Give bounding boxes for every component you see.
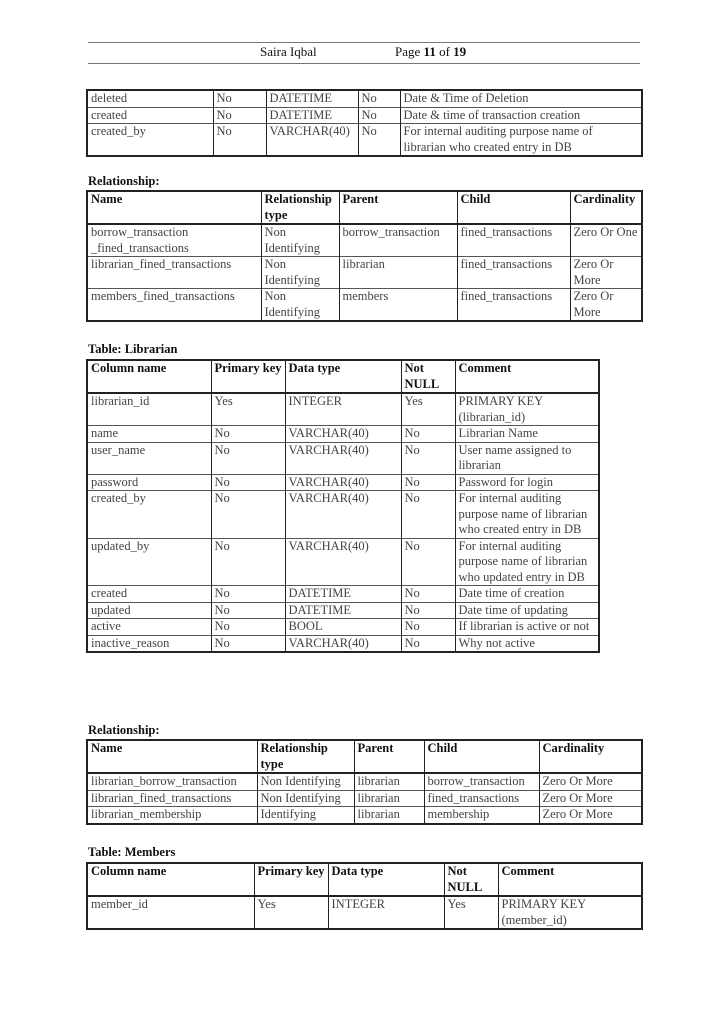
members-table: [86, 862, 643, 930]
column-header: Not NULL: [401, 360, 455, 393]
relationship-title-2: Relationship:: [88, 723, 160, 737]
table-cell: members: [339, 289, 457, 322]
header-author: Saira Iqbal: [260, 44, 317, 59]
table-cell: No: [401, 619, 455, 636]
column-header: Data type: [285, 360, 401, 393]
table-cell: No: [211, 538, 285, 586]
table-cell: Zero Or One: [573, 225, 638, 239]
table-cell: updated: [87, 602, 211, 619]
table-cell: Librarian Name: [455, 426, 599, 443]
table-row: [87, 586, 599, 603]
table-cell: No: [401, 491, 455, 539]
table-cell: User name assigned to librarian: [455, 442, 599, 474]
table-cell: borrow_transaction: [424, 773, 539, 790]
table-row: [87, 289, 642, 322]
table-cell: borrow_transaction _fined_transactions: [87, 224, 261, 257]
relationship-table-2: [86, 739, 643, 825]
table-cell: No: [213, 107, 266, 124]
table-cell: active: [87, 619, 211, 636]
table-cell: DATETIME: [266, 107, 358, 124]
column-header: Name: [87, 740, 257, 773]
table-cell: VARCHAR(40): [285, 538, 401, 586]
table-cell: No: [211, 474, 285, 491]
table-cell: fined_transactions: [424, 790, 539, 807]
members-table-title: Table: Members: [88, 845, 176, 859]
table-cell: librarian_borrow_transaction: [87, 773, 257, 790]
table-cell: Zero Or More: [542, 774, 613, 788]
table-cell: librarian: [354, 807, 424, 824]
table-cell: member_id: [87, 896, 254, 929]
table-row: [87, 90, 642, 107]
column-header: Relationship type: [261, 191, 339, 224]
table-cell: password: [87, 474, 211, 491]
table-cell: fined_transactions: [457, 289, 570, 322]
table-cell: No: [211, 426, 285, 443]
table-cell: membership: [424, 807, 539, 824]
table-cell: librarian_fined_transactions: [87, 257, 261, 289]
table-row: [87, 619, 599, 636]
table-cell: VARCHAR(40): [285, 426, 401, 443]
table-cell: For internal auditing purpose name of librarian who updated entry in DB: [455, 538, 599, 586]
table-row: [87, 224, 642, 257]
table-cell: VARCHAR(40): [285, 442, 401, 474]
table-cell: borrow_transaction: [339, 224, 457, 257]
column-header: Data type: [328, 863, 444, 896]
relationship-table-1: [86, 190, 643, 322]
table-row: [87, 773, 642, 790]
table-cell: DATETIME: [285, 602, 401, 619]
table-cell: No: [211, 442, 285, 474]
table-cell: If librarian is active or not: [455, 619, 599, 636]
table-cell: No: [401, 474, 455, 491]
table-cell: INTEGER: [328, 896, 444, 929]
table-row: [87, 393, 599, 426]
relationship-title-1: Relationship:: [88, 174, 160, 188]
column-header: Cardinality: [570, 191, 642, 224]
table-cell: Zero Or More: [539, 790, 642, 807]
table-cell: No: [401, 635, 455, 652]
table-cell: BOOL: [285, 619, 401, 636]
table-cell: Date time of updating: [455, 602, 599, 619]
table-cell: No: [358, 124, 400, 157]
table-cell: VARCHAR(40): [285, 474, 401, 491]
table-row: [87, 124, 642, 157]
table-row: [87, 426, 599, 443]
table-row: [87, 107, 642, 124]
librarian-table-title: Table: Librarian: [88, 342, 178, 356]
table-row: [87, 491, 599, 539]
table-cell: For internal auditing purpose name of librarian who created entry in DB: [455, 491, 599, 539]
table-cell: Identifying: [257, 807, 354, 824]
table-cell: No: [358, 107, 400, 124]
table-cell: Zero Or More: [539, 807, 642, 824]
table-cell: DATETIME: [266, 90, 358, 107]
table-cell: No: [358, 90, 400, 107]
table-cell: DATETIME: [285, 586, 401, 603]
table-cell: librarian_membership: [87, 807, 257, 824]
table-cell: No: [211, 635, 285, 652]
table-cell: name: [87, 426, 211, 443]
column-header: Child: [457, 191, 570, 224]
column-header: Parent: [339, 191, 457, 224]
column-header: Child: [424, 740, 539, 773]
table-cell: Non Identifying: [261, 289, 339, 322]
table-cell: No: [211, 586, 285, 603]
table-cell: created: [87, 107, 213, 124]
table-cell: No: [211, 491, 285, 539]
table-row: [87, 790, 642, 807]
table-cell: No: [213, 90, 266, 107]
column-header: Parent: [354, 740, 424, 773]
column-header: Name: [87, 191, 261, 224]
table-cell: Yes: [444, 896, 498, 929]
column-header: Column name: [87, 863, 254, 896]
table-row: [87, 474, 599, 491]
table-cell: created_by: [87, 491, 211, 539]
column-header: Not NULL: [444, 863, 498, 896]
table-row: [87, 896, 642, 929]
table-cell: VARCHAR(40): [285, 491, 401, 539]
table-cell: No: [401, 442, 455, 474]
column-header: Cardinality: [539, 740, 642, 773]
table-cell: deleted: [87, 90, 213, 107]
table-cell: user_name: [87, 442, 211, 474]
column-header: Relationship type: [257, 740, 354, 773]
table-cell: Date time of creation: [455, 586, 599, 603]
table-continuation: [86, 89, 643, 157]
table-cell: Why not active: [455, 635, 599, 652]
column-header: Column name: [87, 360, 211, 393]
column-header: Primary key: [254, 863, 328, 896]
table-cell: No: [401, 586, 455, 603]
table-cell: librarian_id: [87, 393, 211, 426]
table-row: [87, 635, 599, 652]
header-page-number: Page 11 of 19: [395, 44, 467, 59]
table-cell: updated_by: [87, 538, 211, 586]
table-cell: For internal auditing purpose name of librarian who created entry in DB: [400, 124, 642, 157]
column-header: Comment: [498, 863, 642, 896]
column-header: Primary key: [211, 360, 285, 393]
table-row: [87, 442, 599, 474]
table-cell: Non Identifying: [261, 224, 339, 257]
table-cell: created: [87, 586, 211, 603]
table-row: [87, 257, 642, 289]
table-cell: No: [401, 538, 455, 586]
table-cell: No: [401, 426, 455, 443]
table-cell: Non Identifying: [257, 773, 354, 790]
table-cell: INTEGER: [285, 393, 401, 426]
table-cell: VARCHAR(40): [266, 124, 358, 157]
table-cell: No: [401, 602, 455, 619]
header-rule-bottom: [88, 63, 640, 64]
table-cell: librarian: [354, 773, 424, 790]
table-cell: Date & Time of Deletion: [403, 91, 529, 105]
table-cell: Zero Or More: [570, 257, 642, 289]
librarian-table: [86, 359, 600, 653]
table-cell: No: [211, 602, 285, 619]
table-cell: Date & time of transaction creation: [400, 107, 642, 124]
table-cell: Yes: [211, 393, 285, 426]
table-cell: No: [213, 124, 266, 157]
table-cell: Yes: [401, 393, 455, 426]
table-cell: librarian: [339, 257, 457, 289]
table-cell: VARCHAR(40): [285, 635, 401, 652]
table-row: [87, 602, 599, 619]
table-cell: No: [211, 619, 285, 636]
table-cell: Zero Or More: [570, 289, 642, 322]
table-row: [87, 538, 599, 586]
table-cell: PRIMARY KEY (librarian_id): [458, 394, 543, 424]
page-header: [88, 44, 640, 62]
header-rule-top: [88, 42, 640, 43]
table-cell: PRIMARY KEY (member_id): [501, 897, 586, 927]
table-cell: librarian_fined_transactions: [87, 790, 257, 807]
table-cell: Non Identifying: [261, 257, 339, 289]
table-cell: fined_transactions: [457, 257, 570, 289]
table-cell: members_fined_transactions: [87, 289, 261, 322]
table-row: [87, 807, 642, 824]
table-cell: librarian: [354, 790, 424, 807]
table-cell: Non Identifying: [257, 790, 354, 807]
table-cell: fined_transactions: [457, 224, 570, 257]
table-cell: Yes: [254, 896, 328, 929]
column-header: Comment: [455, 360, 599, 393]
table-cell: Password for login: [455, 474, 599, 491]
table-cell: inactive_reason: [87, 635, 211, 652]
table-cell: created_by: [87, 124, 213, 157]
